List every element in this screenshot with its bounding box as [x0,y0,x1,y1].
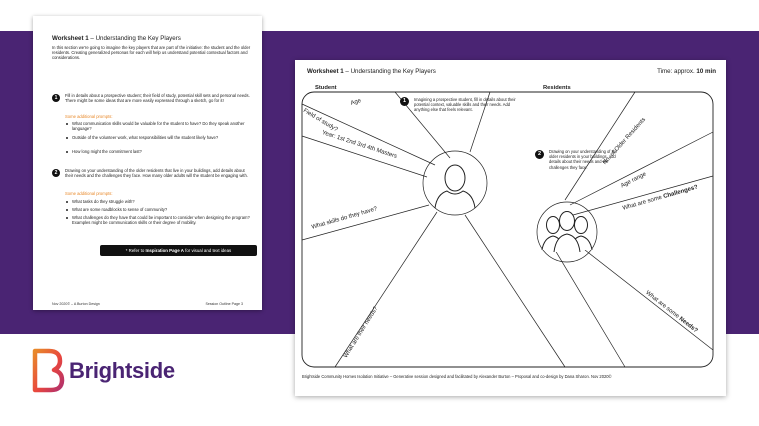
inspiration-reference-banner: * Refer to Inspiration Page A for visual and text ideas [100,245,257,256]
residents-count-label: No. of Older Residents [602,116,648,167]
step-2-prompt: What challenges do they have that could be important to consider when designing the program? Examples might be communication skills or their degree of mobility. [65,215,252,225]
left-page-intro: In this section we're going to imagine the key players that are part of the initiative: the student and the older residents. Creating generalized personas for each will help us understand potential contextual factors and considerations. [52,45,251,61]
step-1-prompt: What communication skills would be valuable for the student to have? Do they speak another language? [65,121,252,131]
worksheet-title: Worksheet 1 – Understanding the Key Players [307,68,436,75]
step-2-prompt: What tasks do they struggle with? [65,199,252,204]
residents-column-heading: Residents [543,85,571,91]
student-needs-label: What are their needs? [343,305,380,360]
student-age-label: Age [350,98,362,107]
worksheet-footer: Brightside Community Homes Isolation Initiative – Generative session designed and facilitated by Alexander Burton – Proposal and co-design by Dana Sharon. Nov 2020© [302,374,612,379]
step-2-text: Drawing on your understanding of the older residents that live in your buildings, add details about their needs and the challenges they face. How many older adults will the student be engaging with. [65,168,248,179]
instruction-1-text: Imagining a prospective student, fill in details about their potential context, valuable skills and their needs. Add anything else that feels relevant. [414,97,516,113]
step-1-prompt: How long might the commitment last? [65,149,252,154]
brightside-wordmark: Brightside [69,358,175,383]
worksheet-page [295,60,726,396]
left-footer-page-number: Session Outline Page 3 [205,302,243,306]
instruction-1-badge: 1 [400,97,409,106]
step-1-badge: 1 [52,94,60,102]
instruction-2-text: Drawing on your understanding of the older residents in your buildings, add details about their needs and the challenges they face. [549,149,618,170]
left-footer-copyright: Nov 2020© – A Burton Design [52,302,100,306]
step-1-text: Fill in details about a prospective student; their field of study, potential skill sets and personal needs. There might be some ideas that are more easily expressed through a sketch, go for it! [65,93,250,104]
step-1-prompt: Outside of the volunteer work, what responsibilities will the student likely have? [65,135,252,140]
instruction-2-badge: 2 [535,150,544,159]
resident-ray-bottom [555,250,625,367]
brightside-logo-mark [31,348,65,394]
student-year-label: Year: 1st 2nd 3rd 4th Masters [321,130,398,160]
student-field-of-study-label: Field of study? [301,108,339,134]
residents-age-range-label: Age range [620,171,648,190]
residents-needs-label: What are some Needs? [644,290,699,335]
student-ray-year [302,136,427,177]
session-outline-page [33,16,262,310]
time-estimate: Time: approx. 10 min [657,68,716,75]
student-person-icon [435,165,475,208]
left-page-title: Worksheet 1 – Understanding the Key Players [52,35,181,42]
residents-group-icon [542,212,592,253]
step-2-prompt: What are some roadblocks to sense of community? [65,207,252,212]
step-2-prompts-label: Some additional prompts: [65,191,113,196]
resident-ray-needs [585,250,713,350]
student-skills-label: What skills do they have? [311,206,379,231]
student-circle [423,151,487,215]
residents-challenges-label: What are some Challenges? [622,184,699,212]
step-1-prompts-label: Some additional prompts: [65,114,113,119]
resident-ray-challenges [573,176,713,215]
step-2-badge: 2 [52,169,60,177]
student-column-heading: Student [315,85,337,91]
